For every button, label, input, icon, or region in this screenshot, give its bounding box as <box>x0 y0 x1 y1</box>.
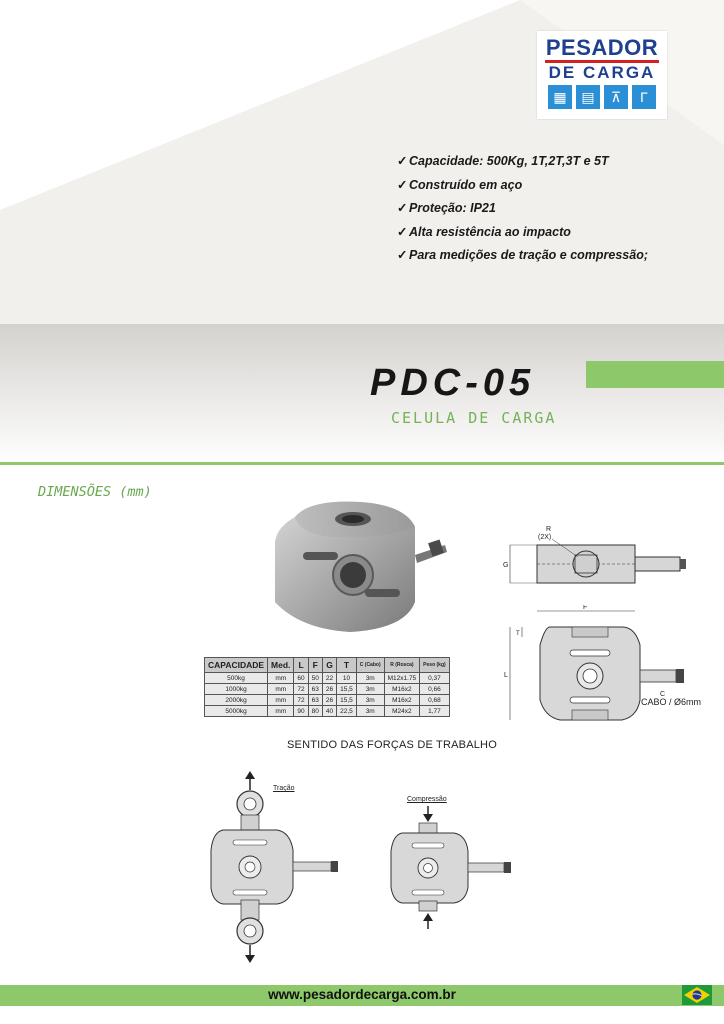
logo-line2: DE CARGA <box>548 63 656 82</box>
crane-icon: Γ <box>632 85 656 109</box>
logo-line1: PESADOR <box>545 35 659 60</box>
label-r-count: (2X) <box>538 534 552 541</box>
feature-list <box>397 153 648 271</box>
truck-scale-icon: ▤ <box>576 85 600 109</box>
check-icon: ✓ <box>397 177 408 192</box>
feature-item: ✓ Construído em aço <box>397 177 523 192</box>
table-row: 500kg mm 60 50 22 10 3m M12x1.75 0,37 <box>205 673 450 684</box>
feature-item: ✓ Proteção: IP21 <box>397 201 496 215</box>
col-capacidade: CAPACIDADE <box>205 658 268 673</box>
col-cabo: C (Cabo) <box>356 658 384 673</box>
col-t: T <box>337 658 357 673</box>
cable-label: CABO / Ø6mm <box>641 697 702 707</box>
check-icon: ✓ <box>397 248 408 262</box>
label-r: R <box>546 526 552 533</box>
col-f: F <box>308 658 322 673</box>
col-l: L <box>294 658 308 673</box>
table-row: 1000kg mm 72 63 26 15,5 3m M16x2 0,66 <box>205 684 450 695</box>
col-peso: Peso (kg) <box>420 658 450 673</box>
compressao-label: Compressão <box>407 796 447 803</box>
label-f: F <box>583 605 588 611</box>
product-model: PDC-05 <box>370 362 536 404</box>
logo-icons <box>537 85 667 109</box>
side-view-drawing <box>500 525 700 595</box>
crane-scale-icon: ⊼ <box>604 85 628 109</box>
col-g: G <box>322 658 336 673</box>
check-icon: ✓ <box>397 154 408 168</box>
compression-diagram <box>388 805 518 930</box>
table-row: 2000kg mm 72 63 26 15,5 3m M16x2 0,68 <box>205 695 450 706</box>
scale-icon: ▦ <box>548 85 572 109</box>
feature-item: ✓ Capacidade: 500Kg, 1T,2T,3T e 5T <box>397 154 609 168</box>
footer-website-link[interactable]: www.pesadordecarga.com.br <box>268 987 456 1002</box>
table-row: 5000kg mm 90 80 40 22,5 3m M24x2 1,77 <box>205 706 450 717</box>
check-icon: ✓ <box>397 224 408 239</box>
label-c: C <box>660 691 666 698</box>
title-accent-bar <box>586 361 724 388</box>
table-header-row <box>205 658 450 673</box>
front-view-drawing <box>500 605 700 730</box>
product-subtitle: CELULA DE CARGA <box>391 409 557 427</box>
spec-table <box>204 657 450 717</box>
tracao-label: Tração <box>273 785 295 792</box>
col-med: Med. <box>268 658 294 673</box>
tension-diagram <box>205 770 355 965</box>
label-l: L <box>504 672 508 679</box>
section-divider <box>0 462 724 465</box>
dimensions-label: DIMENSÕES (mm) <box>38 484 152 500</box>
feature-item: ✓ Para medições de tração e compressão; <box>397 248 649 262</box>
brazil-flag-icon <box>682 985 712 1005</box>
label-g: G <box>503 562 509 569</box>
label-t: T <box>516 631 520 637</box>
forces-title: SENTIDO DAS FORÇAS DE TRABALHO <box>287 739 497 751</box>
check-icon: ✓ <box>397 201 408 215</box>
feature-item: ✓ Alta resistência ao impacto <box>397 224 571 239</box>
brand-logo <box>537 31 667 119</box>
load-cell-3d-render <box>265 497 450 637</box>
col-rosca: R (Rosca) <box>384 658 420 673</box>
